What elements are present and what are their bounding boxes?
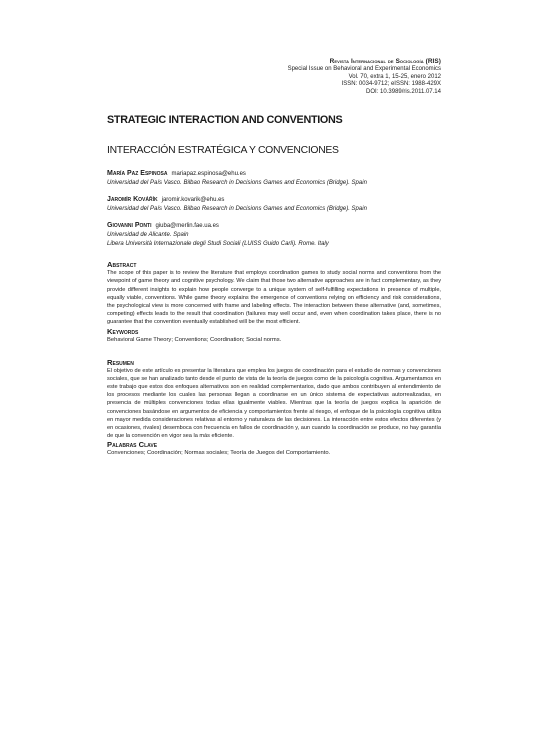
keywords-text: Behavioral Game Theory; Conventions; Coordination; Social norms. bbox=[107, 336, 282, 343]
special-issue: Special Issue on Behavioral and Experimental Economics bbox=[287, 65, 441, 72]
author-email[interactable]: mariapaz.espinosa@ehu.es bbox=[171, 170, 246, 177]
keywords-heading: Keywords bbox=[107, 326, 139, 336]
author-affiliation: Universidad del País Vasco. Bilbao Research in Decisions Games and Economics (Bridge). Spain bbox=[107, 179, 367, 186]
abstract-section bbox=[107, 260, 441, 343]
author-affiliation: Libera Università Internazionale degli Studi Sociali (LUISS Guido Carli). Rome. Italy bbox=[107, 240, 329, 247]
author-email[interactable]: jaromir.kovarik@ehu.es bbox=[161, 197, 225, 204]
author-name: Jaromír Kovářík bbox=[107, 196, 158, 204]
title-spanish: INTERACCIÓN ESTRATÉGICA Y CONVENCIONES bbox=[107, 144, 339, 156]
abstract-heading: Abstract bbox=[107, 260, 137, 270]
resumen-section bbox=[107, 358, 441, 458]
author-block bbox=[107, 170, 441, 187]
author-block bbox=[107, 196, 441, 213]
author-block bbox=[107, 222, 441, 248]
palabras-clave-heading: Palabras Clave bbox=[107, 440, 158, 450]
issn: ISSN: 0034-9712; eISSN: 1988-429X bbox=[341, 81, 441, 88]
abstract-text: The scope of this paper is to review the literature that employs coordination games to study social norms and conventions from the viewpoint of game theory and cognitive psychology. We claim that those two alternative approaches are in fact complementary, as they provide different insights to explain how people converge to a unique system of self-fulfilling expectations in presence of multiple, equally viable, conventions. While game theory explains the emergence of conventions relying on efficiency and risk considerations, the psychological view is more concerned with frame and labeling effects. The interaction between these alternative (and, sometimes, competing) effects leads to the result that coordination (failures may well occur and, even when coordination takes place, there is no guarantee that the convention eventually established will be the most efficient. bbox=[107, 270, 441, 326]
author-email[interactable]: giuba@merlin.fae.ua.es bbox=[155, 223, 219, 230]
resumen-heading: Resumen bbox=[107, 357, 134, 367]
palabras-clave-text: Convenciones; Coordinación; Normas sociales; Teoría de Juegos del Comportamiento. bbox=[107, 450, 331, 457]
title-english: STRATEGIC INTERACTION AND CONVENTIONS bbox=[107, 113, 343, 126]
author-list bbox=[107, 170, 441, 248]
resumen-text: El objetivo de este artículo es presentar la literatura que emplea los juegos de coordinación para el estudio de normas y convenciones sociales, que se han analizado tanto desde el punto de vista de la teoría de juegos como de la psicología cognitiva. Argumentamos en este trabajo que estos dos enfoques alternativos son en realidad complementarios, dado que ambos contribuyen al entendimiento de los procesos mediante los cuales las personas llegan a coordinarse en un único sistema de expectativas autorrealizadas, en presencia de múltiples convenciones todas ellas igualmente viables. Mientras que la teoría de juegos explica la aparición de convenciones basándose en argumentos de eficiencia y comportamientos frente al riesgo, el enfoque de la psicología cognitiva utiliza en mayor medida consideraciones relativas al entorno y naturaleza de las decisiones. La interacción entre estos efectos diferentes (y en ocasiones, rivales) desemboca con frecuencia en fallos de coordinación y, aun cuando la coordinación se produce, no hay garantía de que la convención en vigor sea la más eficiente. bbox=[107, 367, 441, 440]
author-affiliation: Universidad del País Vasco. Bilbao Research in Decisions Games and Economics (Bridge). Spain bbox=[107, 205, 367, 212]
author-name: María Paz Espinosa bbox=[107, 169, 168, 177]
author-affiliation: Universidad de Alicante. Spain bbox=[107, 231, 189, 238]
author-name: Giovanni Ponti bbox=[107, 222, 152, 230]
article-first-page bbox=[107, 58, 441, 457]
volume-info: Vol. 70, extra 1, 15-25, enero 2012 bbox=[348, 73, 441, 80]
journal-name: Revista Internacional de Sociología (RIS) bbox=[329, 58, 441, 65]
journal-header bbox=[107, 58, 441, 97]
doi: DOI: 10.3989/ris.2011.07.14 bbox=[366, 89, 441, 96]
